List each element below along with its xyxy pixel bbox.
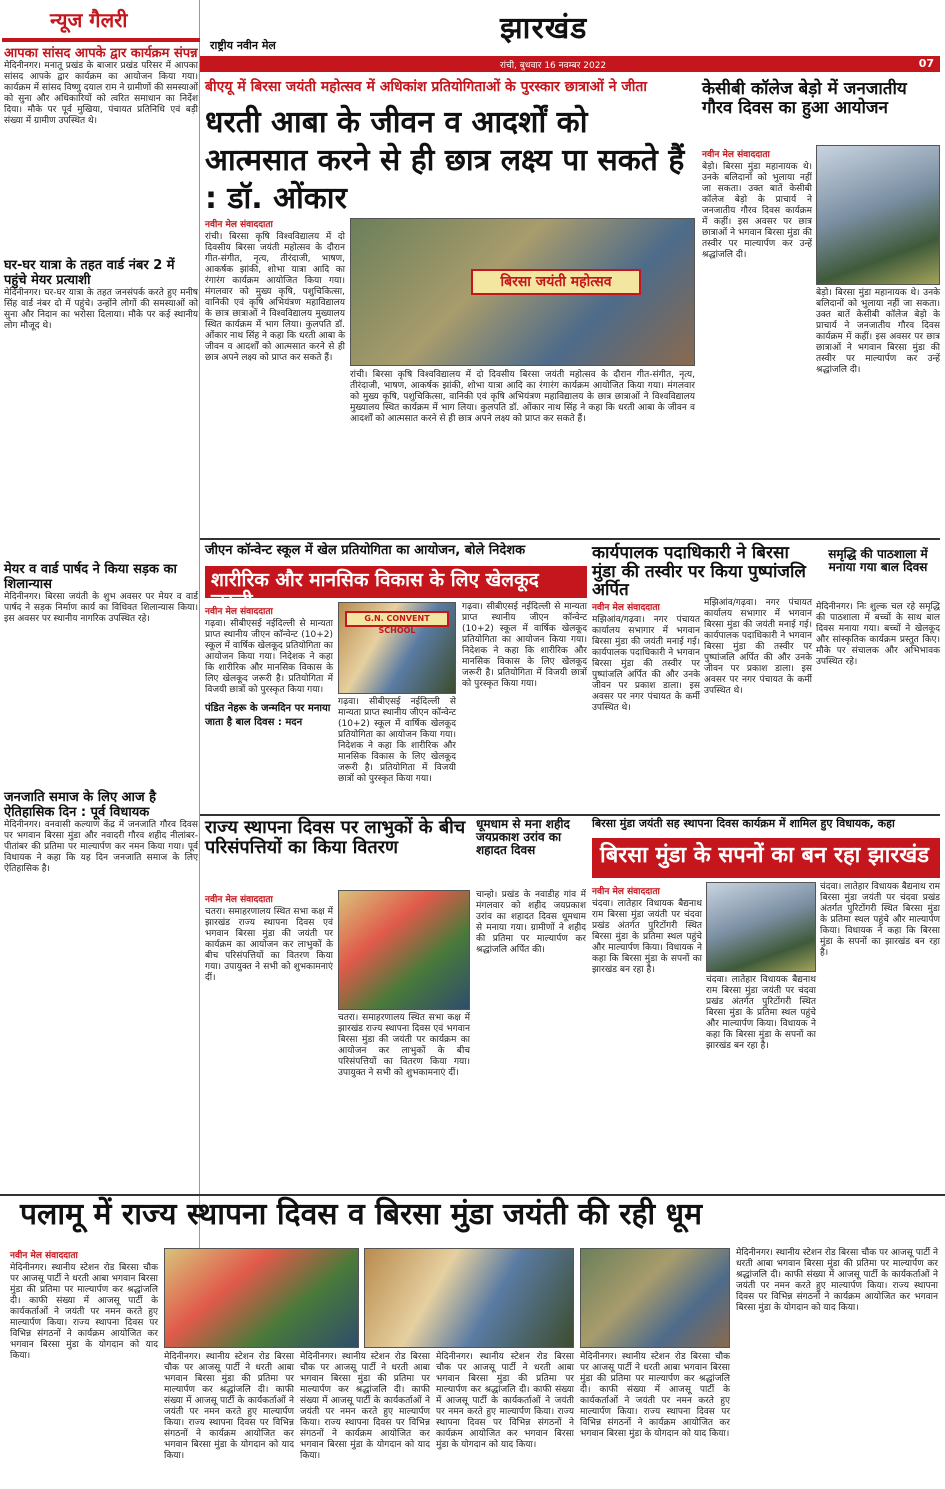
sports-kicker-text: जीएन कॉन्वेन्ट स्कूल में खेल प्रतियोगिता का आयोजन, बोले निदेशक [205, 543, 526, 558]
birsa-column-1 [592, 882, 702, 1190]
palamu-column-4 [436, 1352, 574, 1486]
sports-body-continued: गढ़वा। सीबीएसई नईदिल्ली से मान्यता प्राप्त स्थानीय जीएन कॉन्वेन्ट (10+2) स्कूल में वार्षिक खेलकूद प्रतियोगिता का आयोजन किया गया। निदेशक ने कहा कि शारीरिक और मानसिक विकास के लिए खेलकूद जरूरी है। प्रतियोगिता में विजयी छात्रों को पुरस्कृत किया गया। [338, 697, 456, 784]
birsa-kicker [592, 818, 940, 836]
sports-headline-text: शारीरिक और मानसिक विकास के लिए खेलकूद जरूरी [211, 569, 539, 612]
rajya-column-1 [205, 890, 333, 1190]
karyapalak-column-1 [592, 598, 700, 812]
sports-column-2 [338, 697, 456, 812]
kcb-body: बेड़ो। बिरसा मुंडा महानायक थे। उनके बलिदानों को भुलाया नहीं जा सकता। उक्त बातें केसीबी कॉलेज बेड़ो के प्राचार्य ने जनजातीय गौरव दिवस कार्यक्रम में कहीं। इस अवसर पर छात्र छात्राओं ने भगवान बिरसा मुंडा की तस्वीर पर माल्यार्पण कर उन्हें श्रद्धांजलि दी। [702, 162, 812, 260]
sidebar-story-body: मेदिनीनगर। मनातू प्रखंड के बाजार प्रखंड परिसर में आपका सांसद आपके द्वार कार्यक्रम का आयोजन किया गया। कार्यक्रम में सांसद विष्णु दयाल राम ने ग्रामीणों की समस्याओं को सुना और अधिकारियों को त्वरित समाधान का निर्देश दिया। मौके पर पूर्व मुखिया, पंचायत प्रतिनिधि एवं बड़ी संख्या में ग्रामीण उपस्थित थे। [4, 61, 198, 126]
jaypraksh-body: चान्हो। प्रखंड के नवाडीह गांव में मंगलवार को शहीद जयप्रकाश उरांव का शहादत दिवस धूमधाम से मनाया गया। ग्रामीणों ने शहीद की प्रतिमा पर माल्यार्पण कर श्रद्धांजलि अर्पित की। [476, 890, 586, 955]
lead-kicker [205, 80, 695, 100]
palamu-body-continued: मेदिनीनगर। स्थानीय स्टेशन रोड बिरसा चौक पर आजसू पार्टी ने धरती आबा भगवान बिरसा मुंडा की प्रतिमा पर माल्यार्पण कर श्रद्धांजलि दी। काफी संख्या में आजसू पार्टी के कार्यकर्ताओं ने जयंती पर नमन करते हुए माल्यार्पण किया। राज्य स्थापना दिवस पर विभिन्न संगठनों ने कार्यक्रम आयोजित कर भगवान बिरसा मुंडा के योगदान को याद किया। [436, 1352, 574, 1450]
sidebar-story [4, 562, 198, 762]
sidebar-heading: न्यूज गैलरी [50, 8, 128, 32]
lead-body: रांची। बिरसा कृषि विश्वविद्यालय में दो दिवसीय बिरसा जयंती महोत्सव के दौरान गीत-संगीत, नृत्य, तीरंदाजी, भाषण, आकर्षक झांकी, शोभा यात्रा आदि का रंगारंग कार्यक्रम आयोजित किया गया। मंगलवार को मुख्य कृषि, पशुचिकित्सा, वानिकी एवं कृषि अभियंत्रण महाविद्यालय के छात्र छात्राओं ने विश्वविद्यालय मुख्यालय स्थित कार्यक्रम में भाग लिया। कुलपति डॉ. ओंकार नाथ सिंह ने कहा कि धरती आबा के जीवन व आदर्शों को आत्मसात करने से ही छात्र अपने लक्ष्य को प्राप्त कर सकते हैं। [205, 232, 345, 363]
masthead [200, 0, 945, 60]
sidebar-story [4, 258, 198, 548]
jaypraksh-column [476, 890, 586, 1190]
birsa-body: चंदवा। लातेहार विधायक बैद्यनाथ राम बिरसा मुंडा जयंती पर चंदवा प्रखंड अंतर्गत पुरिटोंगरी स्थित बिरसा मुंडा के प्रतिमा स्थल पहुंचे और माल्यार्पण किया। विधायक ने कहा कि बिरसा मुंडा के सपनों का झारखंड बन रहा है। [592, 899, 702, 975]
lead-column-1 [205, 215, 345, 535]
jaypraksh-kicker-text: धूमधाम से मना शहीद जयप्रकाश उरांव का शहादत दिवस [476, 817, 570, 858]
karyapalak-body: मझिआंव/गढ़वा। नगर पंचायत कार्यालय सभागार में भगवान बिरसा मुंडा की जयंती मनाई गई। कार्यपालक पदाधिकारी ने भगवान बिरसा मुंडा की तस्वीर पर पुष्पांजलि अर्पित की और उनके जीवन पर प्रकाश डाला। इस अवसर पर नगर पंचायत के कर्मी उपस्थित थे। [592, 615, 700, 713]
sidebar-story-body: मेदिनीनगर। बिरसा जयंती के शुभ अवसर पर मेयर व वार्ड पार्षद ने सड़क निर्माण कार्य का विधिवत शिलान्यास किया। इस अवसर पर स्थानीय नागरिक उपस्थित रहे। [4, 592, 198, 624]
lead-continued [350, 370, 695, 535]
rajya-byline: नवीन मेल संवाददाता [205, 895, 273, 905]
palamu-column-2 [164, 1352, 294, 1486]
samriddhi-body: मेदिनीनगर। निः शुल्क चल रहे समृद्धि की पाठशाला में बच्चों के साथ बाल दिवस मनाया गया। बच्चों ने खेलकूद और सांस्कृतिक कार्यक्रम प्रस्तुत किए। मौके पर संचालक और अभिभावक उपस्थित रहे। [816, 602, 940, 667]
rajya-body-continued: चतरा। समाहरणालय स्थित सभा कक्ष में झारखंड राज्य स्थापना दिवस एवं भगवान बिरसा मुंडा की जयंती पर कार्यक्रम का आयोजन कर लाभुकों के बीच परिसंपत्तियों का वितरण किया गया। उपायुक्त ने सभी को शुभकामनाएं दीं। [338, 1013, 470, 1078]
sports-photo [338, 602, 456, 694]
birsa-body-continued: चंदवा। लातेहार विधायक बैद्यनाथ राम बिरसा मुंडा जयंती पर चंदवा प्रखंड अंतर्गत पुरिटोंगरी स्थित बिरसा मुंडा के प्रतिमा स्थल पहुंचे और माल्यार्पण किया। विधायक ने कहा कि बिरसा मुंडा के सपनों का झारखंड बन रहा है। [706, 975, 816, 1051]
kcb-body-continued: बेड़ो। बिरसा मुंडा महानायक थे। उनके बलिदानों को भुलाया नहीं जा सकता। उक्त बातें केसीबी कॉलेज बेड़ो के प्राचार्य ने जनजातीय गौरव दिवस कार्यक्रम में कहीं। इस अवसर पर छात्र छात्राओं ने भगवान बिरसा मुंडा की तस्वीर पर माल्यार्पण कर उन्हें श्रद्धांजलि दी। [816, 288, 940, 375]
birsa-column-3 [820, 882, 940, 1190]
sports-kicker [205, 544, 587, 564]
birsa-byline: नवीन मेल संवाददाता [592, 887, 660, 897]
rajya-body: चतरा। समाहरणालय स्थित सभा कक्ष में झारखंड राज्य स्थापना दिवस एवं भगवान बिरसा मुंडा की जयंती पर कार्यक्रम का आयोजन कर लाभुकों के बीच परिसंपत्तियों का वितरण किया गया। उपायुक्त ने सभी को शुभकामनाएं दीं। [205, 907, 333, 983]
karyapalak-headline [592, 543, 812, 601]
kcb-byline: नवीन मेल संवाददाता [702, 150, 770, 160]
rajya-column-2 [338, 1013, 470, 1190]
jaypraksh-kicker [476, 818, 586, 888]
sidebar-story-body: मेदिनीनगर। घर-घर यात्रा के तहत जनसंपर्क करते हुए मनीष सिंह वार्ड नंबर दो में पहुंचे। उन्होंने लोगों की समस्याओं को सुना और निदान का भरोसा दिलाया। मौके पर कई स्थानीय लोग मौजूद थे। [4, 288, 198, 331]
sidebar-story-body: मेदिनीनगर। वनवासी कल्याण केंद्र में जनजाति गौरव दिवस पर भगवान बिरसा मुंडा और नवादरी गौरव शहीद नीलांबर-पीतांबर की प्रतिमा पर माल्यार्पण कर नमन किया गया। पूर्व विधायक ने कहा कि यह दिन जनजाति समाज के लिए ऐतिहासिक है। [4, 820, 198, 874]
karyapalak-body-continued: मझिआंव/गढ़वा। नगर पंचायत कार्यालय सभागार में भगवान बिरसा मुंडा की जयंती मनाई गई। कार्यपालक पदाधिकारी ने भगवान बिरसा मुंडा की तस्वीर पर पुष्पांजलि अर्पित की और उनके जीवन पर प्रकाश डाला। इस अवसर पर नगर पंचायत के कर्मी उपस्थित थे। [704, 598, 812, 696]
palamu-body: मेदिनीनगर। स्थानीय स्टेशन रोड बिरसा चौक पर आजसू पार्टी ने धरती आबा भगवान बिरसा मुंडा की प्रतिमा पर माल्यार्पण कर श्रद्धांजलि दी। काफी संख्या में आजसू पार्टी के कार्यकर्ताओं ने जयंती पर नमन करते हुए माल्यार्पण किया। राज्य स्थापना दिवस पर विभिन्न संगठनों ने कार्यक्रम आयोजित कर भगवान बिरसा मुंडा के योगदान को याद किया। [10, 1263, 158, 1361]
sidebar-story-title: जनजाति समाज के लिए आज है ऐतिहासिक दिन : पूर्व विधायक [4, 790, 157, 820]
section-divider [0, 1194, 945, 1196]
page-number: 07 [918, 57, 934, 70]
rajya-photo [338, 890, 470, 1010]
lead-headline [205, 104, 695, 214]
kcb-column-2 [816, 288, 940, 536]
palamu-column-6 [736, 1248, 938, 1486]
karyapalak-headline-text: कार्यपालक पदाधिकारी ने बिरसा मुंडा की तस्वीर पर किया पुष्पांजलि अर्पित [592, 543, 806, 601]
palamu-body-continued: मेदिनीनगर। स्थानीय स्टेशन रोड बिरसा चौक पर आजसू पार्टी ने धरती आबा भगवान बिरसा मुंडा की प्रतिमा पर माल्यार्पण कर श्रद्धांजलि दी। काफी संख्या में आजसू पार्टी के कार्यकर्ताओं ने जयंती पर नमन करते हुए माल्यार्पण किया। राज्य स्थापना दिवस पर विभिन्न संगठनों ने कार्यक्रम आयोजित कर भगवान बिरसा मुंडा के योगदान को याद किया। [300, 1352, 430, 1461]
palamu-photo-1 [164, 1248, 359, 1348]
sidebar-story [4, 46, 198, 254]
palamu-body-continued: मेदिनीनगर। स्थानीय स्टेशन रोड बिरसा चौक पर आजसू पार्टी ने धरती आबा भगवान बिरसा मुंडा की प्रतिमा पर माल्यार्पण कर श्रद्धांजलि दी। काफी संख्या में आजसू पार्टी के कार्यकर्ताओं ने जयंती पर नमन करते हुए माल्यार्पण किया। राज्य स्थापना दिवस पर विभिन्न संगठनों ने कार्यक्रम आयोजित कर भगवान बिरसा मुंडा के योगदान को याद किया। [580, 1352, 730, 1439]
birsa-kicker-text: बिरसा मुंडा जयंती सह स्थापना दिवस कार्यक्रम में शामिल हुए विधायक, कहा [592, 817, 895, 830]
lead-photo [350, 218, 695, 366]
sports-body-continued: गढ़वा। सीबीएसई नईदिल्ली से मान्यता प्राप्त स्थानीय जीएन कॉन्वेन्ट (10+2) स्कूल में वार्षिक खेलकूद प्रतियोगिता का आयोजन किया गया। निदेशक ने कहा कि शारीरिक और मानसिक विकास के लिए खेलकूद जरूरी है। प्रतियोगिता में विजयी छात्रों को पुरस्कृत किया गया। [462, 602, 587, 689]
kcb-column [702, 145, 812, 535]
karyapalak-column-2 [704, 598, 812, 812]
palamu-body-continued: मेदिनीनगर। स्थानीय स्टेशन रोड बिरसा चौक पर आजसू पार्टी ने धरती आबा भगवान बिरसा मुंडा की प्रतिमा पर माल्यार्पण कर श्रद्धांजलि दी। काफी संख्या में आजसू पार्टी के कार्यकर्ताओं ने जयंती पर नमन करते हुए माल्यार्पण किया। राज्य स्थापना दिवस पर विभिन्न संगठनों ने कार्यक्रम आयोजित कर भगवान बिरसा मुंडा के योगदान को याद किया। [736, 1248, 938, 1313]
palamu-byline: नवीन मेल संवाददाता [10, 1251, 78, 1261]
kcb-photo [816, 145, 940, 285]
palamu-column-5 [580, 1352, 730, 1486]
rajya-headline-text: राज्य स्थापना दिवस पर लाभुकों के बीच परिसंपत्तियों का किया वितरण [205, 817, 466, 858]
sidebar-story-title: मेयर व वार्ड पार्षद ने किया सड़क का शिलान्यास [4, 562, 177, 592]
news-gallery-sidebar [2, 0, 200, 1308]
lead-photo-banner: बिरसा जयंती महोत्सव [471, 269, 641, 295]
birsa-headline [592, 838, 940, 878]
lead-byline: नवीन मेल संवाददाता [205, 220, 273, 230]
section-divider [200, 814, 940, 816]
lead-body-continued: रांची। बिरसा कृषि विश्वविद्यालय में दो दिवसीय बिरसा जयंती महोत्सव के दौरान गीत-संगीत, नृत्य, तीरंदाजी, भाषण, आकर्षक झांकी, शोभा यात्रा आदि का रंगारंग कार्यक्रम आयोजित किया गया। मंगलवार को मुख्य कृषि, पशुचिकित्सा, वानिकी एवं कृषि अभियंत्रण महाविद्यालय के छात्र छात्राओं ने विश्वविद्यालय मुख्यालय स्थित कार्यक्रम में भाग लिया। कुलपति डॉ. ओंकार नाथ सिंह ने कहा कि धरती आबा के जीवन व आदर्शों को आत्मसात करने से ही छात्र अपने लक्ष्य को प्राप्त कर सकते हैं। [350, 370, 695, 424]
sports-column-1 [205, 602, 333, 812]
palamu-column-3 [300, 1352, 430, 1486]
palamu-photo-3 [580, 1248, 730, 1348]
birsa-photo [706, 882, 816, 972]
birsa-body-continued: चंदवा। लातेहार विधायक बैद्यनाथ राम बिरसा मुंडा जयंती पर चंदवा प्रखंड अंतर्गत पुरिटोंगरी स्थित बिरसा मुंडा के प्रतिमा स्थल पहुंचे और माल्यार्पण किया। विधायक ने कहा कि बिरसा मुंडा के सपनों का झारखंड बन रहा है। [820, 882, 940, 958]
sports-body: गढ़वा। सीबीएसई नईदिल्ली से मान्यता प्राप्त स्थानीय जीएन कॉन्वेन्ट (10+2) स्कूल में वार्षिक खेलकूद प्रतियोगिता का आयोजन किया गया। निदेशक ने कहा कि शारीरिक और मानसिक विकास के लिए खेलकूद जरूरी है। प्रतियोगिता में विजयी छात्रों को पुरस्कृत किया गया। [205, 619, 333, 695]
kcb-headline-text: केसीबी कॉलेज बेड़ो में जनजातीय गौरव दिवस का हुआ आयोजन [702, 79, 907, 118]
newspaper-logo: राष्ट्रीय नवीन मेल [210, 39, 276, 52]
samriddhi-headline-text: समृद्धि की पाठशाला में मनाया गया बाल दिवस [828, 547, 928, 575]
kcb-headline [702, 80, 940, 142]
palamu-column-1 [10, 1246, 158, 1486]
section-title: झारखंड [500, 11, 588, 46]
samriddhi-headline [816, 548, 940, 600]
samriddhi-column [816, 602, 940, 812]
dateline-strip [200, 56, 940, 72]
sports-column-3 [462, 602, 587, 812]
sports-photo-banner: G.N. CONVENT SCHOOL [345, 611, 449, 627]
palamu-photo-2 [364, 1248, 574, 1348]
lead-kicker-text: बीएयू में बिरसा जयंती महोत्सव में अधिकांश प्रतियोगिताओं के पुरस्कार छात्राओं ने जीता [205, 79, 647, 95]
birsa-headline-text: बिरसा मुंडा के सपनों का बन रहा झारखंड [600, 843, 930, 868]
palamu-headline [20, 1198, 930, 1242]
karyapalak-byline: नवीन मेल संवाददाता [592, 603, 660, 613]
dateline: रांची, बुधवार 16 नवम्बर 2022 [500, 61, 607, 71]
sidebar-story-title: आपका सांसद आपके द्वार कार्यक्रम संपन्न [4, 46, 198, 61]
palamu-headline-text: पलामू में राज्य स्थापना दिवस व बिरसा मुंडा जयंती की रही धूम [20, 1197, 703, 1232]
palamu-body-continued: मेदिनीनगर। स्थानीय स्टेशन रोड बिरसा चौक पर आजसू पार्टी ने धरती आबा भगवान बिरसा मुंडा की प्रतिमा पर माल्यार्पण कर श्रद्धांजलि दी। काफी संख्या में आजसू पार्टी के कार्यकर्ताओं ने जयंती पर नमन करते हुए माल्यार्पण किया। राज्य स्थापना दिवस पर विभिन्न संगठनों ने कार्यक्रम आयोजित कर भगवान बिरसा मुंडा के योगदान को याद किया। [164, 1352, 294, 1461]
sports-byline: नवीन मेल संवाददाता [205, 607, 273, 617]
section-divider [200, 538, 940, 540]
sports-subhead: पंडित नेहरू के जन्मदिन पर मनाया जाता है बाल दिवस : मदन [205, 703, 331, 728]
sidebar-heading-rule [2, 38, 200, 42]
birsa-column-2 [706, 975, 816, 1190]
rajya-headline [205, 818, 470, 888]
sidebar-story-title: घर-घर यात्रा के तहत वार्ड नंबर 2 में पहुंचे मेयर प्रत्याशी [4, 258, 175, 288]
lead-headline-text: धरती आबा के जीवन व आदर्शों को आत्मसात करने से ही छात्र लक्ष्य पा सकते हैं : डॉ. ओंकार [205, 105, 685, 216]
